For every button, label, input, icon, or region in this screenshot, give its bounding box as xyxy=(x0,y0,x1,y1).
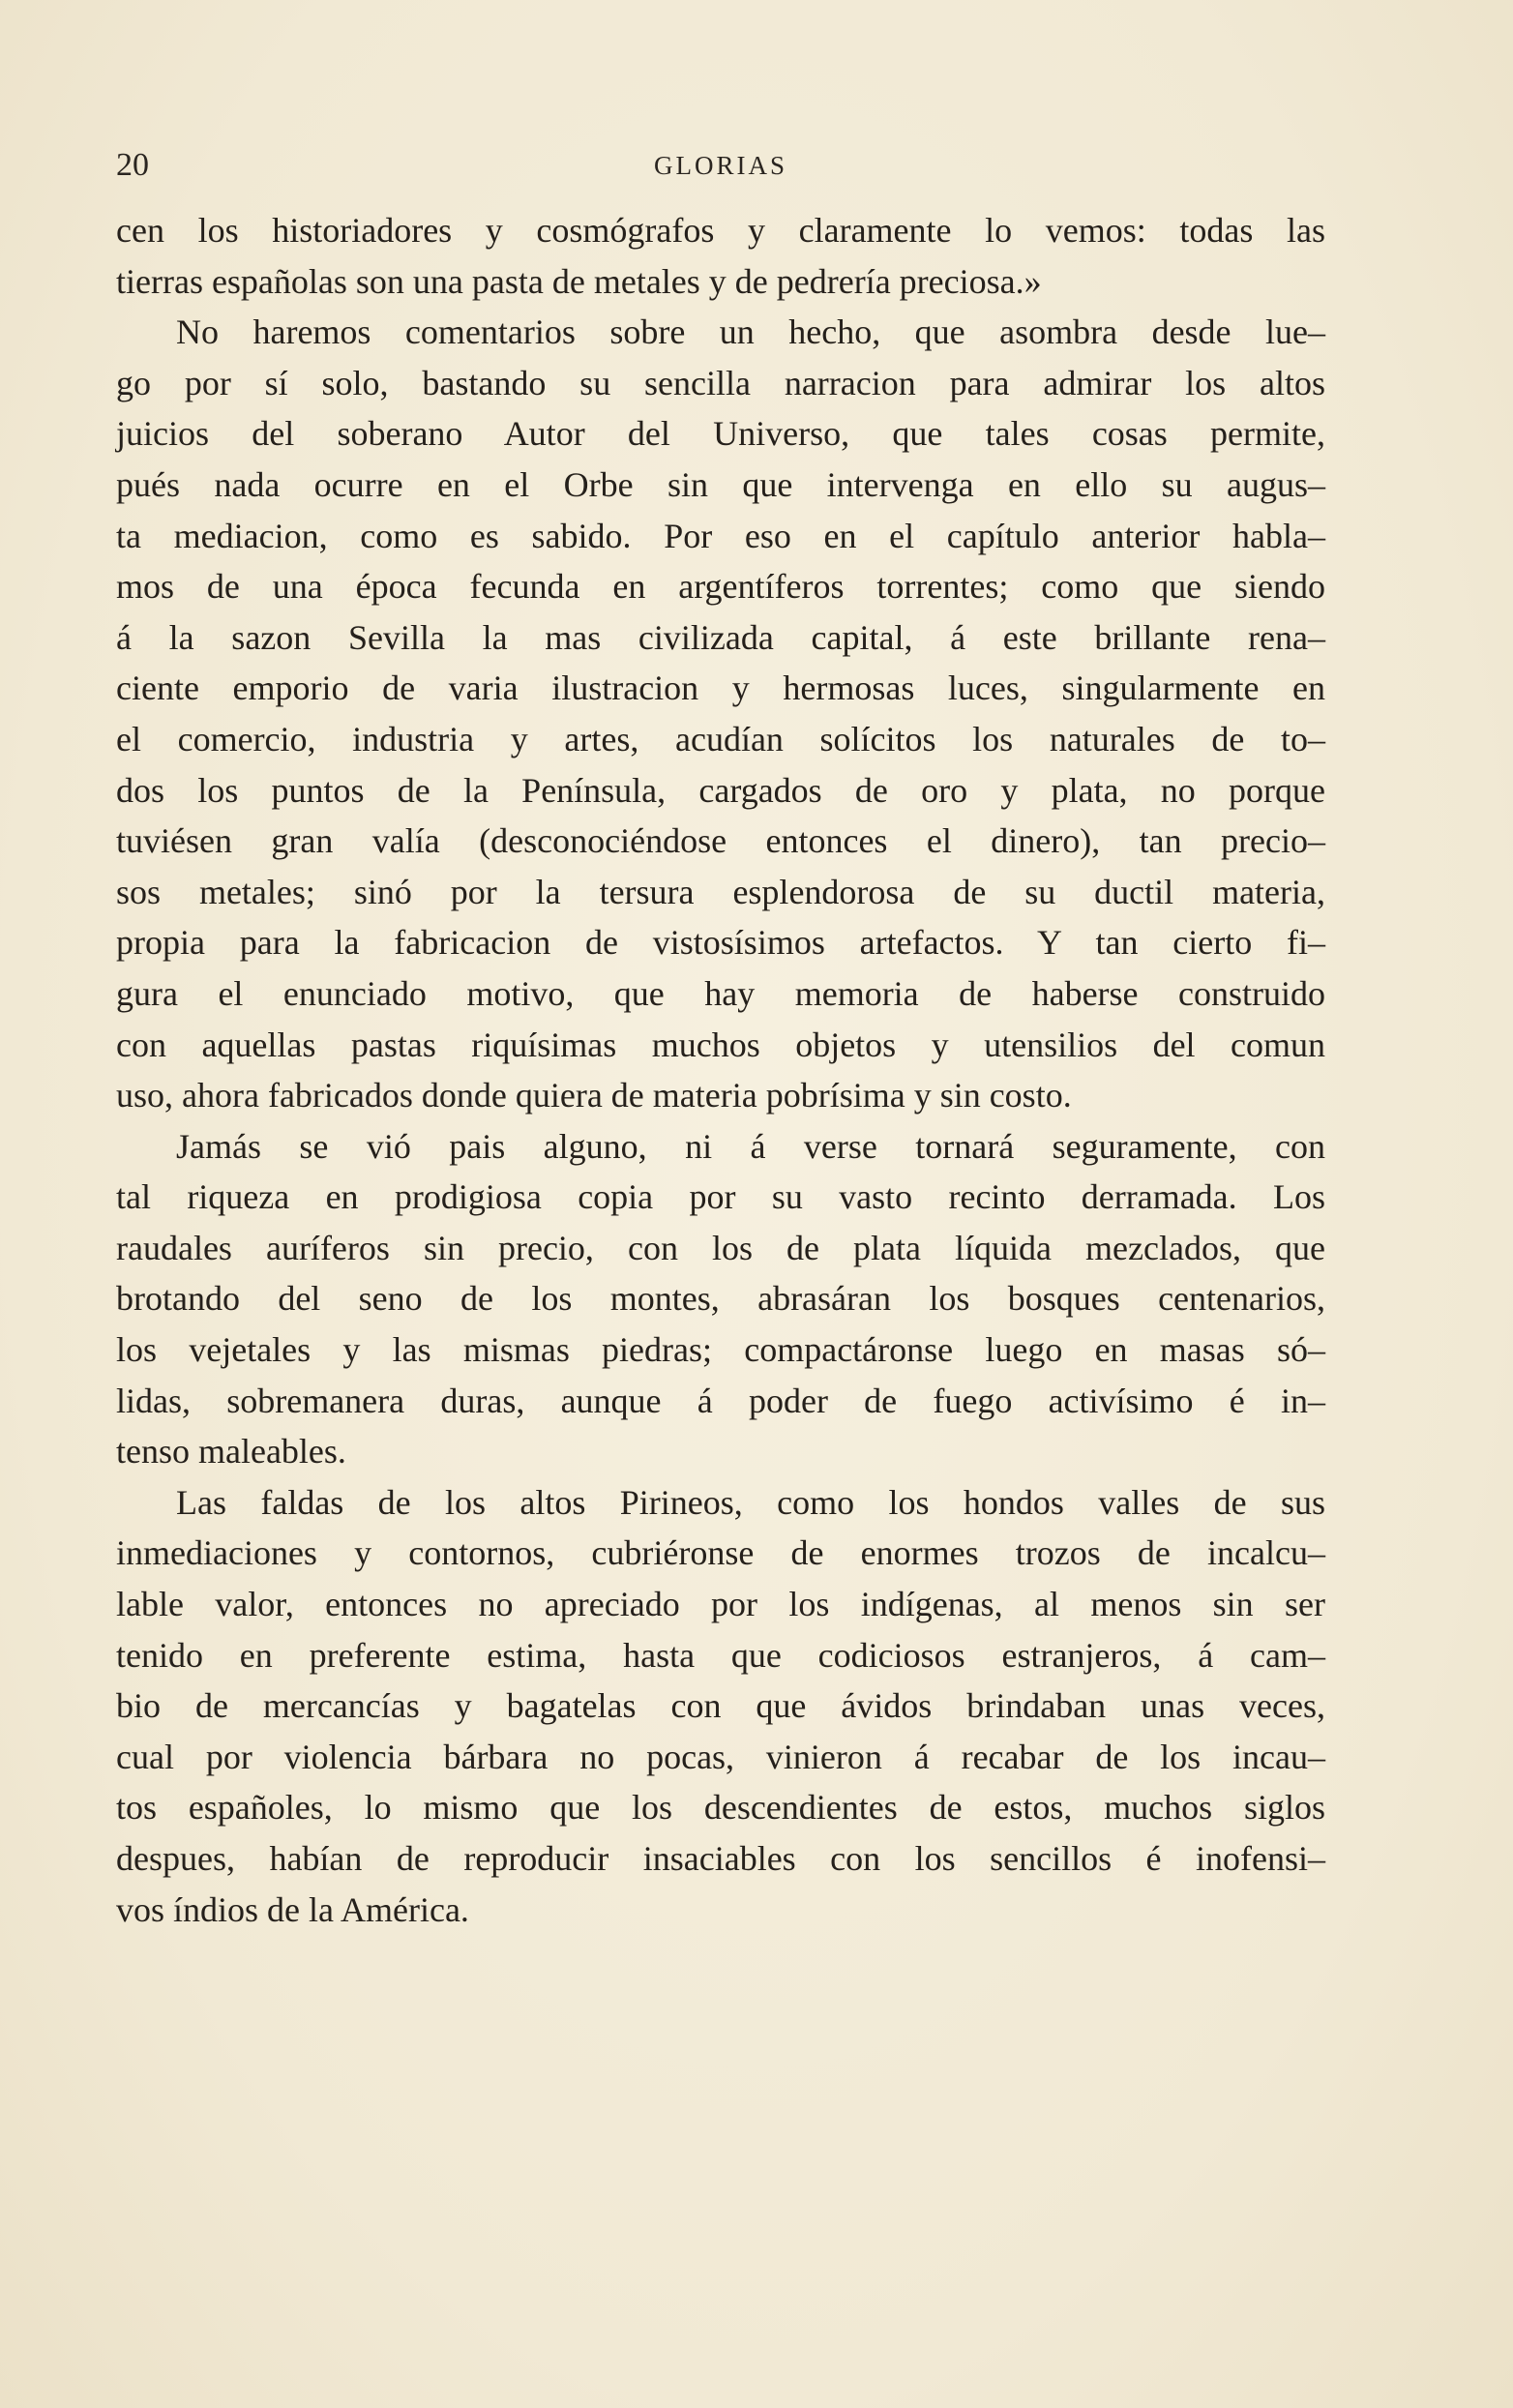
text-line: cual por violencia bárbara no pocas, vinieron á recabar de los incau– xyxy=(116,1737,1325,1776)
text-line: mos de una época fecunda en argentíferos torrentes; como que siendo xyxy=(116,567,1325,607)
text-line: Las faldas de los altos Pirineos, como los hondos valles de sus xyxy=(176,1482,1325,1522)
body-text xyxy=(116,205,1325,1935)
text-line: tos españoles, lo mismo que los descendientes de estos, muchos siglos xyxy=(116,1788,1325,1828)
text-line: cen los historiadores y cosmógrafos y claramente lo vemos: todas las xyxy=(116,211,1325,250)
text-line: despues, habían de reproducir insaciables con los sencillos é inofensi– xyxy=(116,1839,1325,1878)
text-line: No haremos comentarios sobre un hecho, que asombra desde lue– xyxy=(176,312,1325,352)
text-line: pués nada ocurre en el Orbe sin que intervenga en ello su augus– xyxy=(116,464,1325,504)
text-line: raudales auríferos sin precio, con los de plata líquida mezclados, que xyxy=(116,1228,1325,1267)
text-line: juicios del soberano Autor del Universo, que tales cosas permite, xyxy=(116,414,1325,454)
text-line: Jamás se vió pais alguno, ni á verse tornará seguramente, con xyxy=(176,1126,1325,1166)
text-line: bio de mercancías y bagatelas con que ávidos brindaban unas veces, xyxy=(116,1686,1325,1726)
page-header xyxy=(116,147,1325,195)
text-line: gura el enunciado motivo, que hay memoria de haberse construido xyxy=(116,973,1325,1013)
text-line: tal riqueza en prodigiosa copia por su vasto recinto derramada. Los xyxy=(116,1177,1325,1217)
text-line: lidas, sobremanera duras, aunque á poder de fuego activísimo é in– xyxy=(116,1381,1325,1420)
text-line: el comercio, industria y artes, acudían solícitos los naturales de to– xyxy=(116,719,1325,758)
text-line: á la sazon Sevilla la mas civilizada capital, á este brillante rena– xyxy=(116,617,1325,657)
text-line: los vejetales y las mismas piedras; compactáronse luego en masas só– xyxy=(116,1330,1325,1370)
text-line: dos los puntos de la Península, cargados de oro y plata, no porque xyxy=(116,770,1325,810)
text-line: con aquellas pastas riquísimas muchos objetos y utensilios del comun xyxy=(116,1025,1325,1064)
text-line: ciente emporio de varia ilustracion y hermosas luces, singularmente en xyxy=(116,669,1325,708)
text-line: vos índios de la América. xyxy=(116,1889,469,1929)
text-line: lable valor, entonces no apreciado por los indígenas, al menos sin ser xyxy=(116,1585,1325,1624)
page-number: 20 xyxy=(116,147,149,183)
text-line: sos metales; sinó por la tersura esplendorosa de su ductil materia, xyxy=(116,872,1325,911)
text-line: ta mediacion, como es sabido. Por eso en el capítulo anterior habla– xyxy=(116,516,1325,555)
text-line: tierras españolas son una pasta de metales y de pedrería preciosa.» xyxy=(116,261,1042,301)
text-line: propia para la fabricacion de vistosísimos artefactos. Y tan cierto fi– xyxy=(116,923,1325,963)
text-line: brotando del seno de los montes, abrasáran los bosques centenarios, xyxy=(116,1279,1325,1319)
text-line: tenido en preferente estima, hasta que codiciosos estranjeros, á cam– xyxy=(116,1635,1325,1675)
text-line: inmediaciones y contornos, cubriéronse de enormes trozos de incalcu– xyxy=(116,1533,1325,1573)
text-line: tuviésen gran valía (desconociéndose entonces el dinero), tan precio– xyxy=(116,821,1325,861)
running-title: GLORIAS xyxy=(653,151,787,180)
text-line: uso, ahora fabricados donde quiera de materia pobrísima y sin costo. xyxy=(116,1076,1072,1115)
text-line: go por sí solo, bastando su sencilla narracion para admirar los altos xyxy=(116,363,1325,402)
text-line: tenso maleables. xyxy=(116,1432,346,1472)
